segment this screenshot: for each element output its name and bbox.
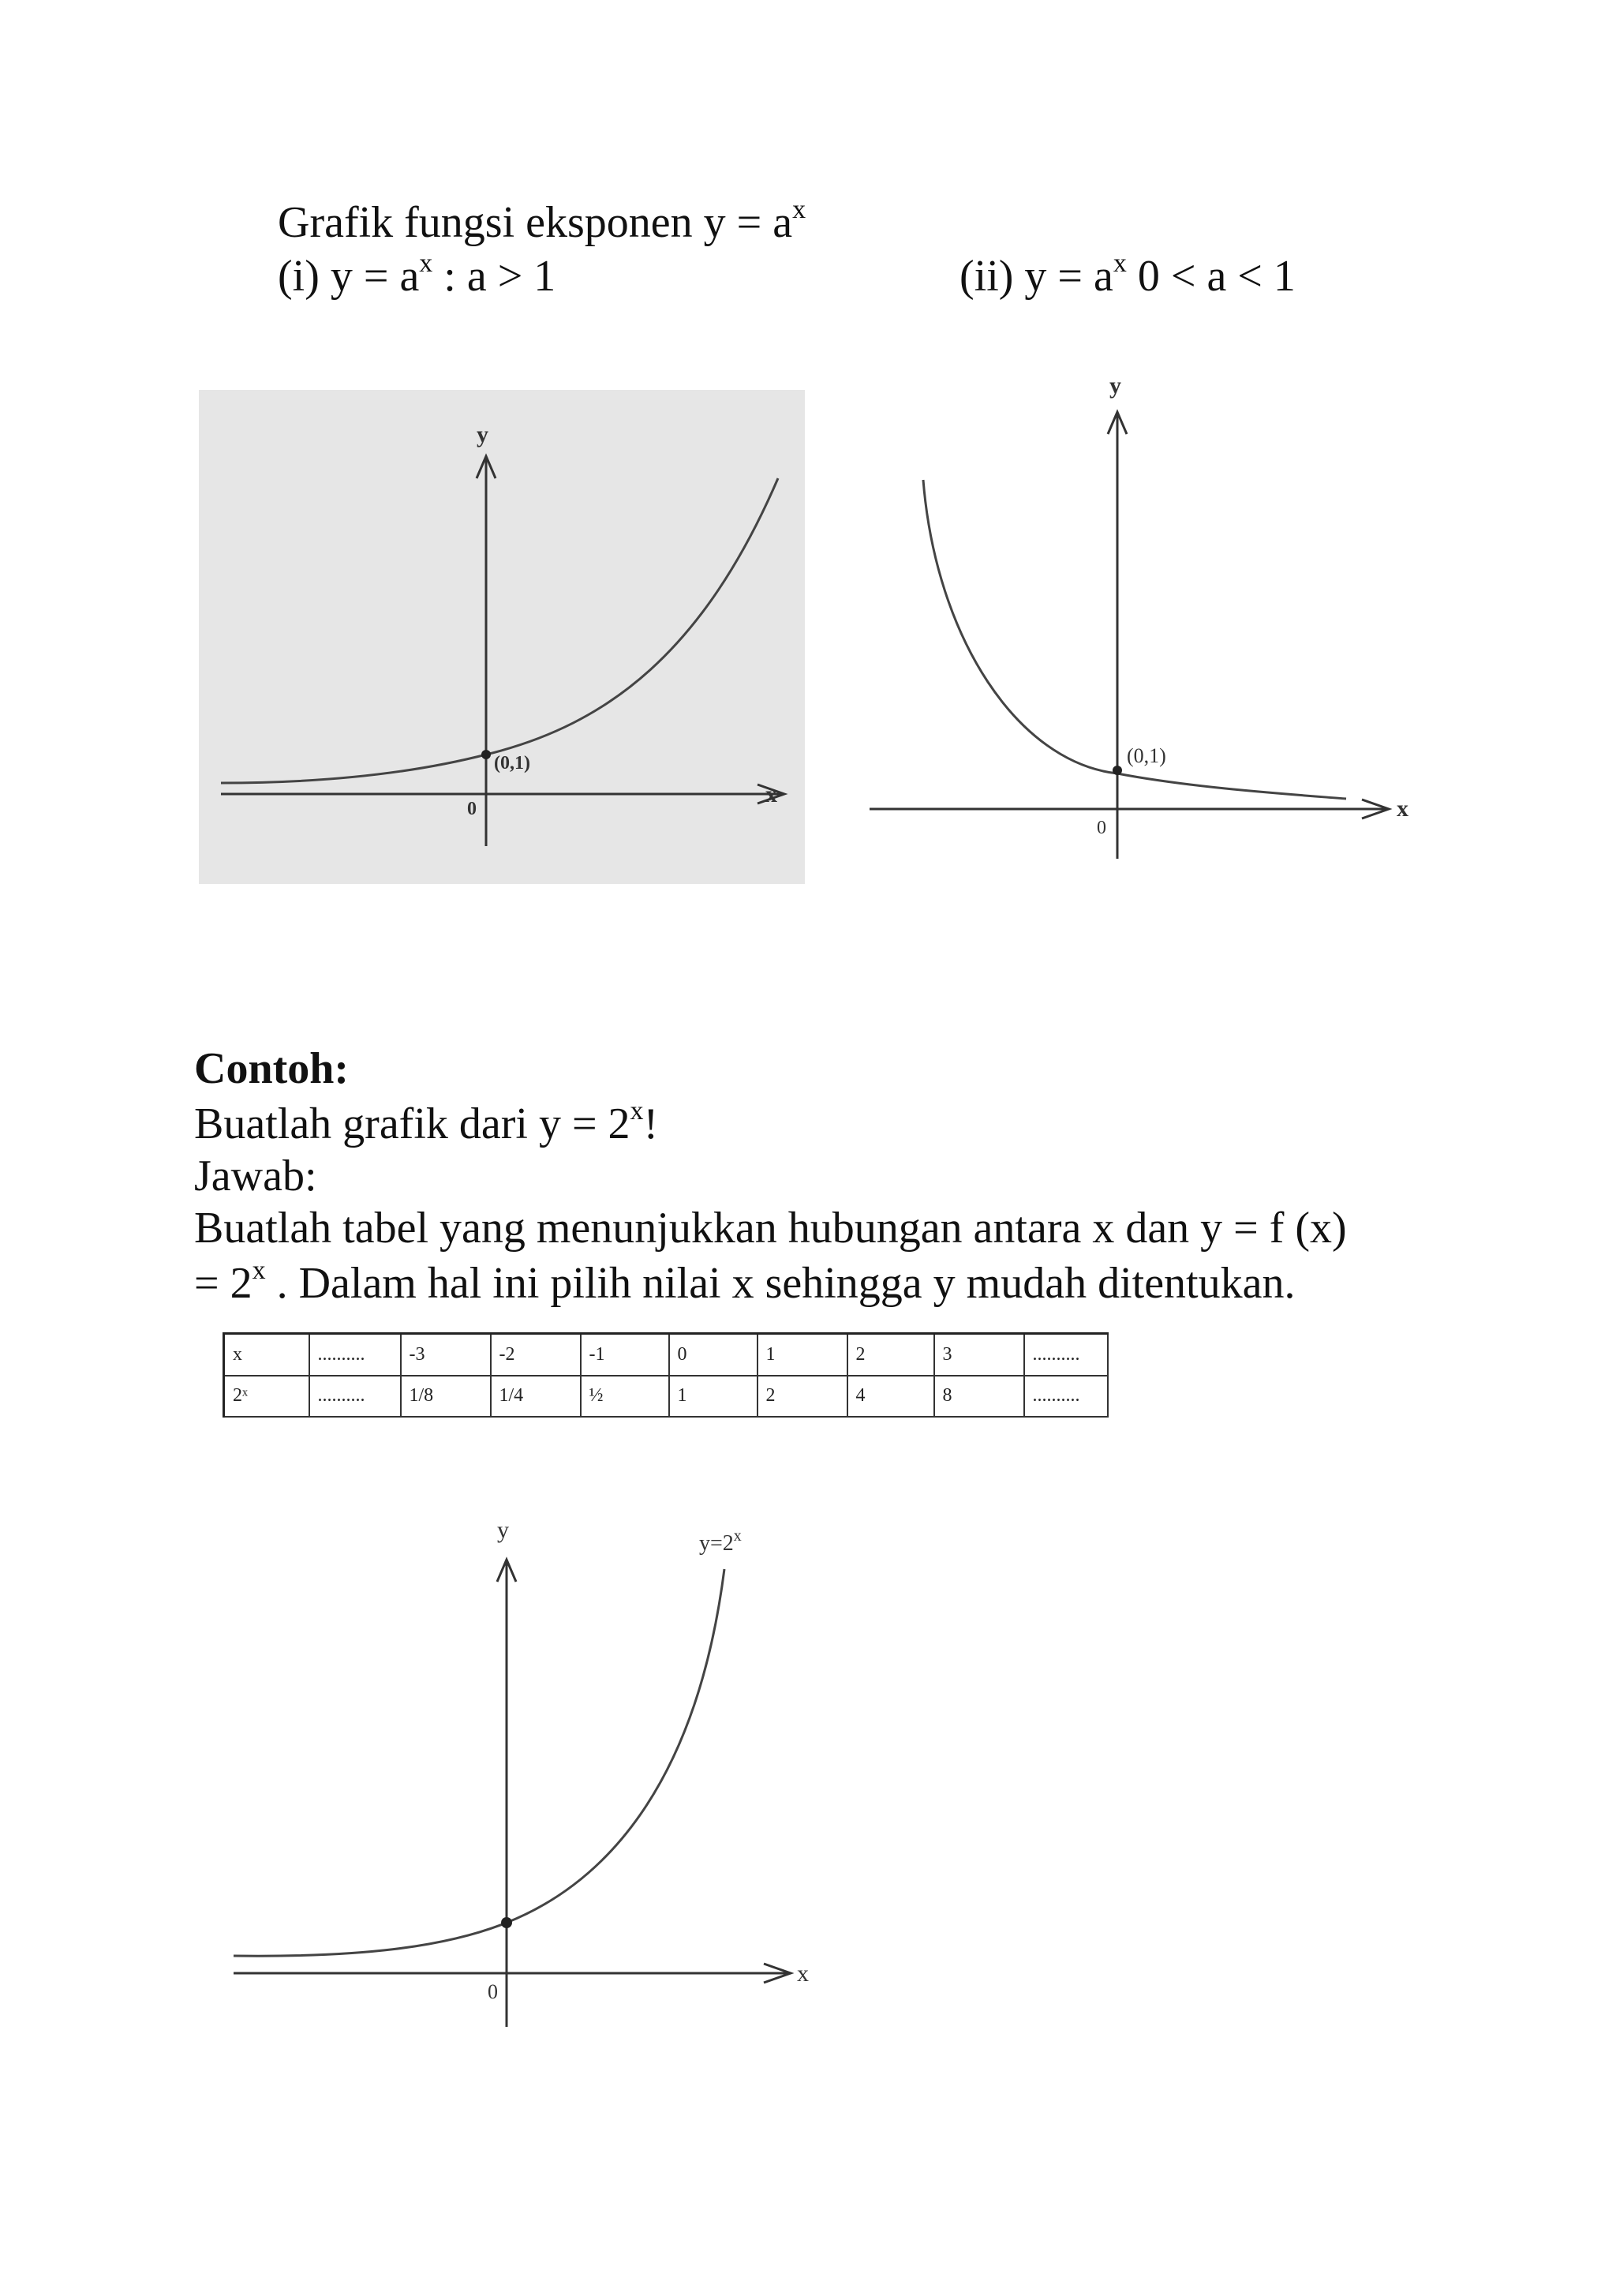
example-instruction-line2-sup: x	[252, 1256, 266, 1285]
table-cell: ..........	[309, 1334, 401, 1376]
table-cell: x	[224, 1334, 309, 1376]
graph-example-origin-label: 0	[488, 1980, 498, 2003]
table-cell: 1	[758, 1334, 847, 1376]
graph-example-intercept-point	[501, 1917, 512, 1928]
example-instruction-line1: Buatlah tabel yang menunjukkan hubungan antara x dan y = f (x)	[194, 1204, 1347, 1253]
example-question-suffix: !	[643, 1099, 659, 1148]
table-cell: -3	[401, 1334, 491, 1376]
graph-decay-origin-label: 0	[1097, 818, 1106, 838]
section-title-text: Grafik fungsi eksponen y = a	[278, 198, 793, 247]
table-cell: ..........	[1024, 1376, 1108, 1418]
table-cell: 2	[847, 1334, 934, 1376]
value-table	[223, 1332, 1109, 1418]
table-cell: 1/4	[491, 1376, 581, 1418]
example-question-text: Buatlah grafik dari y = 2	[194, 1099, 630, 1148]
table-cell: -2	[491, 1334, 581, 1376]
table-cell: 0	[669, 1334, 758, 1376]
case-ii-sup: x	[1113, 249, 1127, 278]
example-question-sup: x	[630, 1096, 644, 1126]
graph-example-x-label: x	[797, 1961, 809, 1987]
graph-growth-origin-label: 0	[467, 799, 477, 819]
case-i-suffix: : a > 1	[432, 252, 556, 301]
table-cell: -1	[581, 1334, 669, 1376]
example-instruction-line2-suffix: . Dalam hal ini pilih nilai x sehingga y mudah ditentukan.	[265, 1259, 1296, 1308]
graph-growth-y-label: y	[477, 421, 488, 448]
graph-example-y-label: y	[497, 1517, 509, 1543]
table-cell: 4	[847, 1376, 934, 1418]
graph-example-curve-label-base: y=2	[699, 1531, 734, 1556]
case-i-sup: x	[419, 249, 433, 278]
table-row	[224, 1334, 1108, 1376]
graph-growth	[199, 390, 805, 884]
graph-decay	[860, 369, 1436, 870]
table-cell: 2	[758, 1376, 847, 1418]
section-title	[278, 196, 806, 249]
table-cell: 1	[669, 1376, 758, 1418]
example-answer-label: Jawab:	[194, 1152, 317, 1200]
graph-example-curve-label	[699, 1527, 742, 1556]
example-question	[194, 1097, 658, 1151]
case-i-text: (i) y = a	[278, 252, 420, 301]
table-cell: 3	[934, 1334, 1024, 1376]
graph-decay-intercept-point	[1113, 766, 1122, 775]
graph-growth-intercept-point	[481, 750, 491, 759]
case-ii-suffix: 0 < a < 1	[1126, 252, 1296, 301]
graph-decay-point-label: (0,1)	[1127, 744, 1166, 767]
graph-decay-y-label: y	[1109, 373, 1121, 399]
graph-decay-x-label: x	[1397, 796, 1408, 822]
graph-example-curve-label-sup: x	[733, 1527, 742, 1545]
graph-example-curve	[234, 1569, 724, 1956]
section-title-sup: x	[792, 195, 806, 224]
graph-growth-point-label: (0,1)	[494, 753, 530, 773]
table-cell: ½	[581, 1376, 669, 1418]
graph-example	[223, 1490, 846, 2043]
table-cell: 1/8	[401, 1376, 491, 1418]
case-ii-text: (ii) y = a	[960, 252, 1113, 301]
table-row	[224, 1376, 1108, 1418]
case-ii-label	[960, 249, 1296, 303]
table-cell: 8	[934, 1376, 1024, 1418]
example-instruction-line2-text: = 2	[194, 1259, 252, 1308]
graph-growth-background	[199, 390, 805, 884]
graph-growth-x-label: x	[765, 781, 777, 807]
table-cell: ..........	[309, 1376, 401, 1418]
table-cell: ..........	[1024, 1334, 1108, 1376]
table-cell: 2ˣ	[224, 1376, 309, 1418]
example-heading: Contoh:	[194, 1044, 350, 1093]
case-i-label	[278, 249, 556, 303]
example-instruction-line2	[194, 1257, 1295, 1310]
